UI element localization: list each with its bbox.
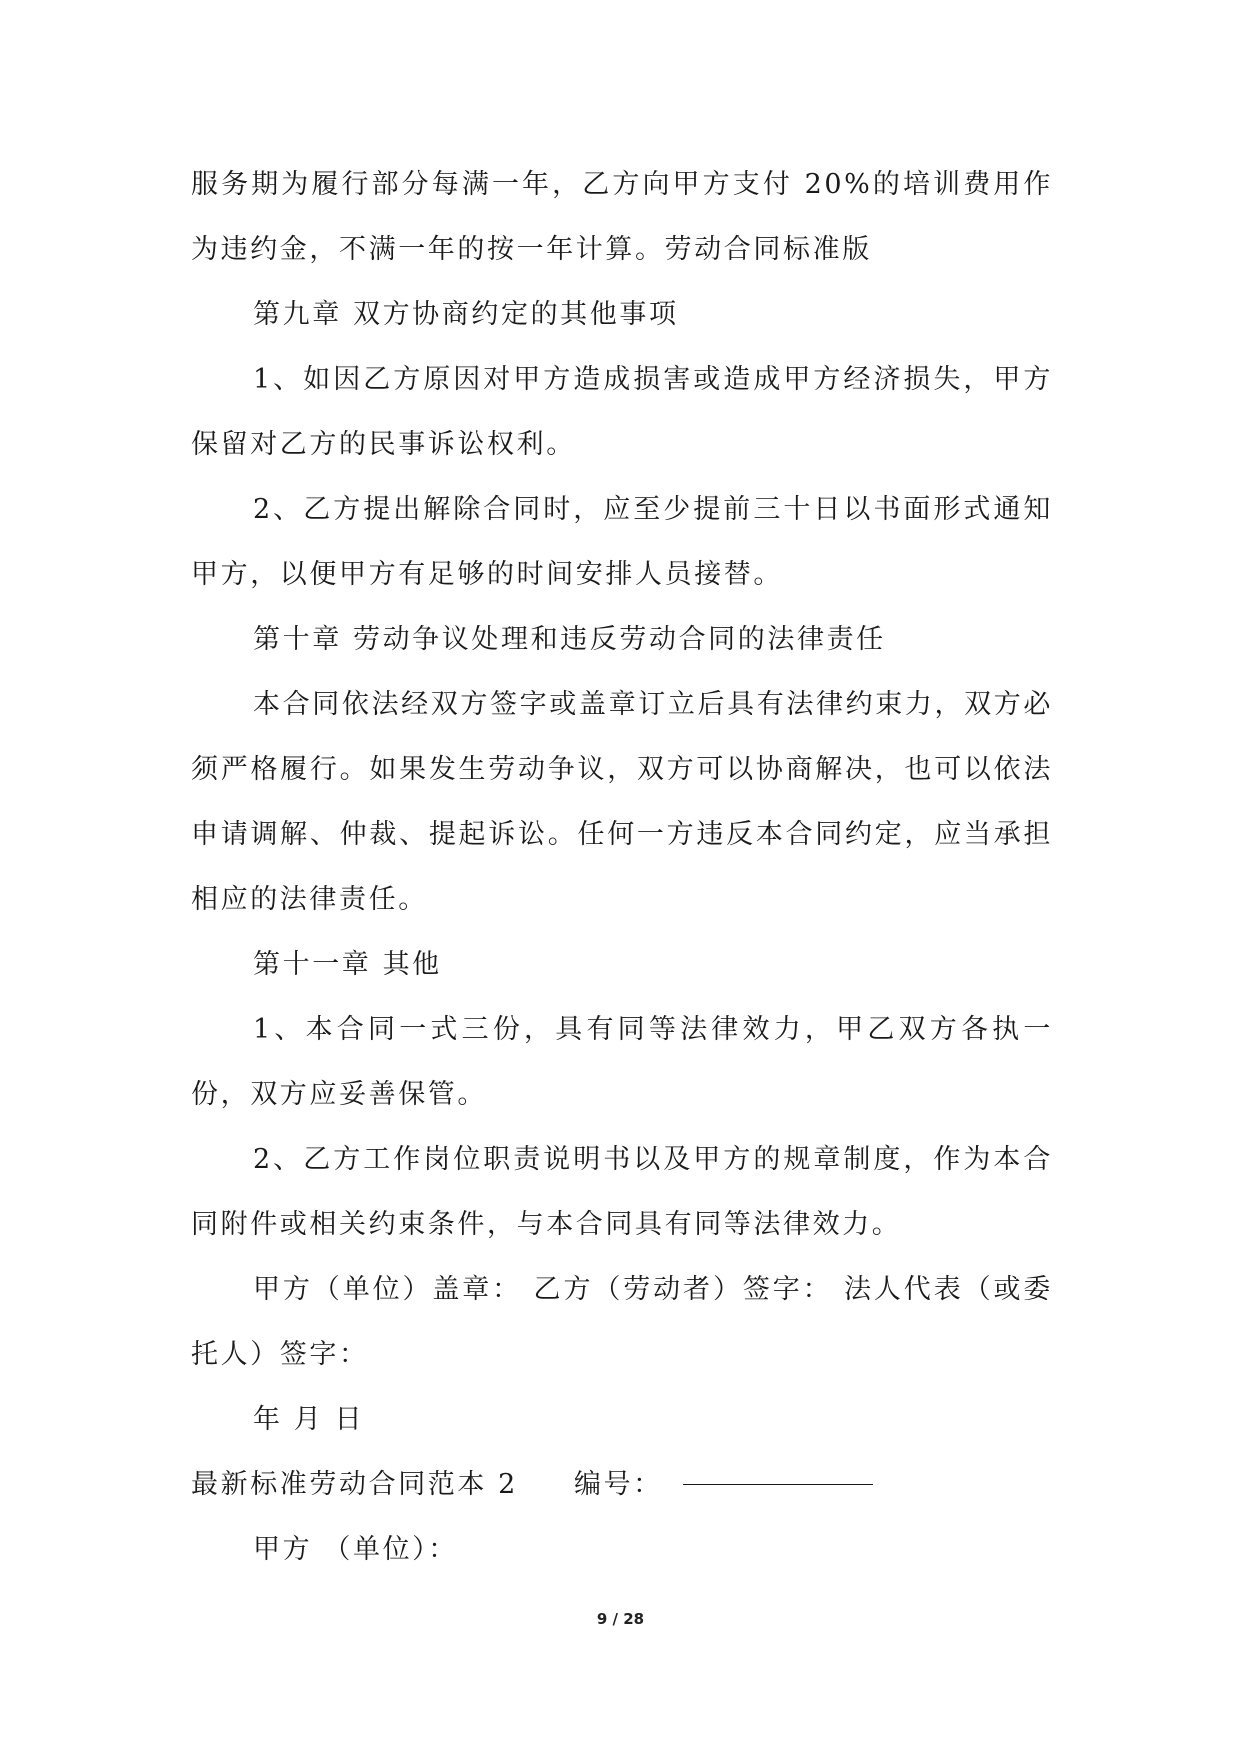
chapter-9-heading: 第九章 双方协商约定的其他事项 — [253, 299, 679, 330]
signature-line: 甲方（单位）盖章： 乙方（劳动者）签字： 法人代表（或委托人）签字： — [191, 1274, 1053, 1370]
contract-title-line — [191, 1452, 1053, 1517]
chapter-10-heading: 第十章 劳动争议处理和违反劳动合同的法律责任 — [253, 624, 886, 655]
paragraph-6: 本合同依法经双方签字或盖章订立后具有法律约束力，双方必须严格履行。如果发生劳动争议，双方可以协商解决，也可以依法申请调解、仲裁、提起诉讼。任何一方违反本合同约定，应当承担相应的法律责任。 — [191, 689, 1053, 915]
serial-number-label: 编号： — [573, 1469, 663, 1500]
document-body — [191, 152, 1053, 1582]
paragraph-8: 1、本合同一式三份，具有同等法律效力，甲乙双方各执一份，双方应妥善保管。 — [191, 1014, 1053, 1110]
chapter-11-heading: 第十一章 其他 — [253, 949, 442, 980]
serial-number-blank — [683, 1483, 873, 1485]
paragraph-1: 服务期为履行部分每满一年，乙方向甲方支付 20%的培训费用作为违约金，不满一年的按一年计算。劳动合同标准版 — [191, 169, 1053, 265]
paragraph-4: 2、乙方提出解除合同时，应至少提前三十日以书面形式通知甲方，以便甲方有足够的时间安排人员接替。 — [191, 494, 1053, 590]
paragraph-9: 2、乙方工作岗位职责说明书以及甲方的规章制度，作为本合同附件或相关约束条件，与本合同具有同等法律效力。 — [191, 1144, 1053, 1240]
party-a-line: 甲方 （单位）： — [253, 1534, 458, 1565]
contract-title: 最新标准劳动合同范本 2 — [191, 1469, 518, 1500]
date-line: 年 月 日 — [253, 1404, 365, 1435]
paragraph-3: 1、如因乙方原因对甲方造成损害或造成甲方经济损失，甲方保留对乙方的民事诉讼权利。 — [191, 364, 1053, 460]
page-number: 9 / 28 — [596, 1610, 645, 1628]
